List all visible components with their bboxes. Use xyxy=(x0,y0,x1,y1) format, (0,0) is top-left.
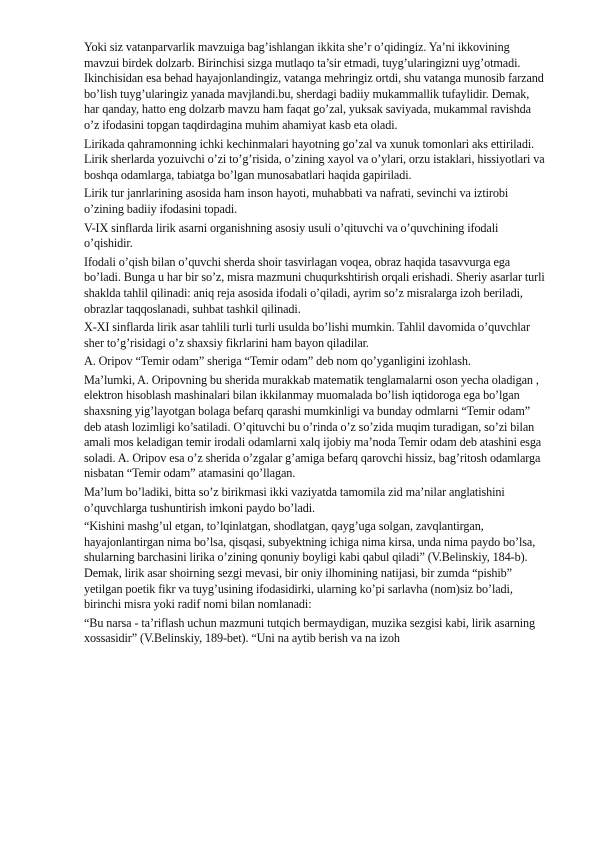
paragraph-8: Ma’lumki, A. Oripovning bu sherida murakkab matematik tenglamalarni oson yecha oladigan , elektron hisoblash mashinalari bilan ikkilanmay muomalada bo’lish iqtidoroga ega bo’lgan shaxsning yig’layotgan bolaga befarq qarashi mumkinligi va bunday odmlarni “Temir odam” deb atash lozimligi ko’satiladi. O’qituvchi bu o’rinda o’z so’zida muqim turadigan, so’zi bilan amali mos keladigan temir irodali odamlarni xalq ijobiy ma’noda Temir odam deb atashini esga soladi. A. Oripov esa o’z sherida o’zgalar g’amiga befarq qarovchi hissiz, bag’ritosh odamlarga nisbatan “Temir odam” atamasini qo’llagan. xyxy=(84,372,542,481)
paragraph-10: “Kishini mashg’ul etgan, to’lqinlatgan, shodlatgan, qayg’uga solgan, zavqlantirgan, hayajonlantirgan nima bo’lsa, qisqasi, subyektning ichiga nima kirsa, unda nima paydo bo’lsa, shularning barchasini lirika o’zining qonuniy boyligi kabi qabul qiladi” (V.Belinskiy, 184-b). Demak, lirik asar shoirning sezgi mevasi, bir oniy ilhomining natijasi, bir zumda “pishib” yetilgan poetik fikr va tuyg’usining ifodasidirki, ularning ko’pi sarlavha (nom)siz bo’ladi, birinchi misra yoki radif nomi bilan nomlanadi: xyxy=(84,519,536,612)
paragraph-1: Yoki siz vatanparvarlik mavzuiga bag’ishlangan ikkita she’r o’qidingiz. Ya’ni ikkovining mavzui birdek dolzarb. Birinchisi sizga mutlaqo ta’sir etmadi, tuyg’ularingizni uyg’otmadi. Ikinchisidan esa behad hayajonlandingiz, vatanga mehringiz ortdi, shu vatanga munosib farzand bo’lish tuyg’ularingiz yanada mavjlandi.bu, sherdagi badiiy mukammallik tufaylidir. Demak, har qanday, hatto eng dolzarb mavzu ham faqat go’zal, yuksak saviyada, mukammal ravishda o’z ifodasini topgan taqdirdagina muhim ahamiyat kasb eta oladi. xyxy=(84,40,544,132)
paragraph-4: V-IX sinflarda lirik asarni organishning asosiy usuli o’qituvchi va o’quvchining ifodali o’qishidir. xyxy=(84,220,499,251)
paragraph-9: Ma’lum bo’ladiki, bitta so’z birikmasi ikki vaziyatda tamomila zid ma’nilar anglatishini o’quvchlarga tushuntirish imkoni paydo bo’ladi. xyxy=(84,485,505,515)
paragraph-3: Lirik tur janrlarining asosida ham inson hayoti, muhabbati va nafrati, sevinchi va iztirobi o’zining badiiy ifodasini topadi. xyxy=(84,186,509,216)
document-page xyxy=(84,40,546,650)
paragraph-2: Lirikada qahramonning ichki kechinmalari hayotning go’zal va xunuk tomonlari aks ettiriladi. Lirik sherlarda yozuivchi o’zi to’g’risida, o’zining xayol va o’ylari, orzu istaklari, hissiyotlari va boshqa odamlarga, tabiatga bo’lgan munosabatlari haqida gapiriladi. xyxy=(84,136,545,182)
paragraph-7: A. Oripov “Temir odam” sheriga “Temir odam” deb nom qo’yganligini izohlash. xyxy=(84,354,471,369)
paragraph-5: Ifodali o’qish bilan o’quvchi sherda shoir tasvirlagan voqea, obraz haqida tasavvurga ega bo’ladi. Bunga u har bir so’z, misra mazmuni chuqurkshtirish orqali erishadi. Sheriy asarlar turli shaklda tahlil qilinadi: aniq reja asosida ifodali o’qiladi, ayrim so’z misralarga izoh beriladi, obrazlar taqqoslanadi, suhbat tashkil qilinadi. xyxy=(84,254,545,316)
paragraph-6: X-XI sinflarda lirik asar tahlili turli turli usulda bo’lishi mumkin. Tahlil davomida o’quvchlar sher to’g’risidagi o’z shaxsiy fikrlarini ham bayon qiladilar. xyxy=(84,320,530,350)
paragraph-11: “Bu narsa - ta’riflash uchun mazmuni tutqich bermaydigan, muzika sezgisi kabi, lirik asarning xossasidir” (V.Belinskiy, 189-bet). “Uni na aytib berish va na izoh xyxy=(84,615,535,646)
